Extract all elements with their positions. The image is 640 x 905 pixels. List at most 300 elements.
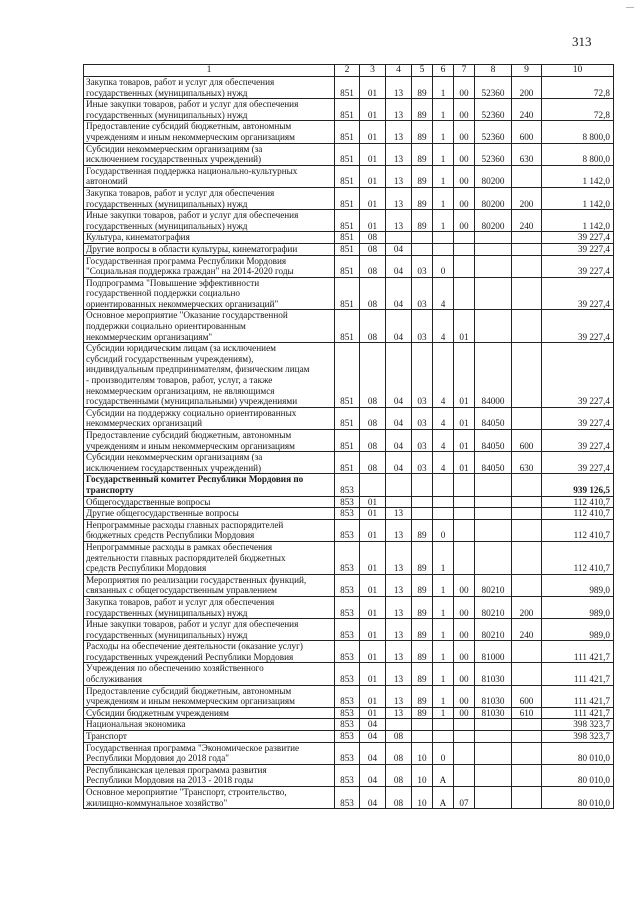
code-cell: 853 xyxy=(335,742,360,764)
amount-cell: 1 142,0 xyxy=(542,210,614,232)
code-cell xyxy=(433,731,454,743)
code-cell xyxy=(412,232,433,244)
code-cell: 01 xyxy=(454,407,475,429)
code-cell xyxy=(475,541,512,574)
code-cell xyxy=(454,232,475,244)
row-name xyxy=(84,77,335,99)
row-name xyxy=(84,519,335,541)
row-name xyxy=(84,243,335,255)
amount-cell: 112 410,7 xyxy=(542,508,614,520)
row-name-line: Закупка товаров, работ и услуг для обеспечения xyxy=(86,596,275,607)
row-name-line: средств Республики Мордовия xyxy=(86,563,207,574)
code-cell: 89 xyxy=(412,165,433,187)
code-cell: 853 xyxy=(335,685,360,707)
row-name xyxy=(84,764,335,786)
code-cell: 853 xyxy=(335,663,360,685)
row-name-line: Закупка товаров, работ и услуг для обеспечения xyxy=(86,187,275,198)
row-name-line: исключением государственных учреждений) xyxy=(86,462,262,473)
table-row xyxy=(84,574,614,596)
code-cell xyxy=(512,574,542,596)
code-cell: 851 xyxy=(335,165,360,187)
code-cell xyxy=(475,474,512,496)
code-cell: 81030 xyxy=(475,685,512,707)
code-cell: 04 xyxy=(386,255,412,277)
code-cell: 04 xyxy=(386,243,412,255)
code-cell: 851 xyxy=(335,121,360,143)
code-cell xyxy=(475,719,512,731)
code-cell: 851 xyxy=(335,255,360,277)
code-cell: 13 xyxy=(386,210,412,232)
row-name-line: автономий xyxy=(86,176,128,187)
code-cell xyxy=(512,508,542,520)
code-cell: 0 xyxy=(433,255,454,277)
page-number: 313 xyxy=(572,34,592,49)
code-cell: 89 xyxy=(412,210,433,232)
code-cell xyxy=(475,519,512,541)
code-cell xyxy=(512,310,542,343)
row-name-line: Республики Мордовия до 2018 года" xyxy=(86,753,230,764)
amount-cell: 112 410,7 xyxy=(542,541,614,574)
code-cell: 04 xyxy=(386,343,412,408)
code-cell: 08 xyxy=(386,731,412,743)
table-row xyxy=(84,619,614,641)
table-row xyxy=(84,121,614,143)
code-cell: 853 xyxy=(335,764,360,786)
col-header: 5 xyxy=(412,65,433,77)
code-cell: 853 xyxy=(335,596,360,618)
code-cell: 851 xyxy=(335,452,360,474)
code-cell: 4 xyxy=(433,407,454,429)
table-row xyxy=(84,165,614,187)
col-header: 4 xyxy=(386,65,412,77)
amount-cell: 1 142,0 xyxy=(542,187,614,209)
table-row xyxy=(84,343,614,408)
code-cell xyxy=(512,165,542,187)
code-cell: 04 xyxy=(386,310,412,343)
code-cell: 1 xyxy=(433,641,454,663)
budget-table xyxy=(83,64,614,809)
code-cell: 13 xyxy=(386,541,412,574)
row-name xyxy=(84,574,335,596)
code-cell xyxy=(475,277,512,310)
code-cell: 04 xyxy=(360,742,386,764)
code-cell: 4 xyxy=(433,430,454,452)
code-cell: 01 xyxy=(454,310,475,343)
code-cell: А xyxy=(433,764,454,786)
code-cell: 851 xyxy=(335,343,360,408)
code-cell: 08 xyxy=(360,232,386,244)
row-name xyxy=(84,663,335,685)
code-cell xyxy=(433,474,454,496)
code-cell: 04 xyxy=(386,430,412,452)
row-name xyxy=(84,277,335,310)
row-name xyxy=(84,496,335,508)
code-cell: 03 xyxy=(412,343,433,408)
code-cell: 08 xyxy=(386,764,412,786)
row-name-line: Субсидии на поддержку социально ориентированных xyxy=(86,407,297,418)
row-name xyxy=(84,742,335,764)
amount-cell: 80 010,0 xyxy=(542,742,614,764)
row-name-line: Субсидии юридическим лицам (за исключением xyxy=(86,343,276,354)
code-cell xyxy=(512,519,542,541)
amount-cell: 80 010,0 xyxy=(542,764,614,786)
code-cell: 00 xyxy=(454,574,475,596)
code-cell: 01 xyxy=(360,707,386,719)
code-cell xyxy=(512,731,542,743)
code-cell xyxy=(454,742,475,764)
code-cell: 80200 xyxy=(475,210,512,232)
row-name xyxy=(84,474,335,496)
code-cell: 13 xyxy=(386,596,412,618)
code-cell: 89 xyxy=(412,707,433,719)
code-cell: 853 xyxy=(335,619,360,641)
row-name-line: государственными (муниципальными) учреждениями xyxy=(86,396,298,407)
row-name xyxy=(84,143,335,165)
code-cell xyxy=(475,232,512,244)
code-cell: 84000 xyxy=(475,343,512,408)
row-name xyxy=(84,685,335,707)
code-cell: 04 xyxy=(386,277,412,310)
code-cell: 89 xyxy=(412,99,433,121)
code-cell: 0 xyxy=(433,742,454,764)
row-name-line: обслуживания xyxy=(86,674,143,685)
row-name-line: субсидий государственным учреждениям), xyxy=(86,353,254,364)
amount-cell: 989,0 xyxy=(542,619,614,641)
table-row xyxy=(84,685,614,707)
code-cell: 13 xyxy=(386,574,412,596)
code-cell: 01 xyxy=(360,210,386,232)
code-cell: 1 xyxy=(433,541,454,574)
code-cell: 851 xyxy=(335,99,360,121)
amount-cell: 112 410,7 xyxy=(542,519,614,541)
table-row xyxy=(84,310,614,343)
code-cell xyxy=(412,474,433,496)
code-cell: 08 xyxy=(386,787,412,809)
table-row xyxy=(84,596,614,618)
code-cell: 4 xyxy=(433,310,454,343)
row-name-line: государственных (муниципальных) нужд xyxy=(86,220,248,231)
code-cell xyxy=(386,719,412,731)
code-cell: 01 xyxy=(360,508,386,520)
code-cell: 1 xyxy=(433,685,454,707)
code-cell: 240 xyxy=(512,210,542,232)
code-cell xyxy=(386,496,412,508)
row-name-line: деятельности главных распорядителей бюджетных xyxy=(86,552,286,563)
code-cell xyxy=(454,474,475,496)
code-cell: 851 xyxy=(335,430,360,452)
row-name xyxy=(84,596,335,618)
row-name xyxy=(84,99,335,121)
code-cell: 04 xyxy=(360,719,386,731)
code-cell: 03 xyxy=(412,452,433,474)
row-name-line: некоммерческим организациям, не являющимся xyxy=(86,385,275,396)
code-cell: 01 xyxy=(454,430,475,452)
code-cell xyxy=(412,719,433,731)
code-cell: 13 xyxy=(386,187,412,209)
col-header: 7 xyxy=(454,65,475,77)
code-cell: 610 xyxy=(512,707,542,719)
code-cell: 01 xyxy=(360,143,386,165)
amount-cell: 939 126,5 xyxy=(542,474,614,496)
code-cell: 81000 xyxy=(475,641,512,663)
code-cell xyxy=(475,310,512,343)
code-cell: 1 xyxy=(433,187,454,209)
code-cell: 4 xyxy=(433,277,454,310)
code-cell xyxy=(412,243,433,255)
row-name-line: бюджетных средств Республики Мордовия xyxy=(86,530,255,541)
row-name xyxy=(84,310,335,343)
row-name xyxy=(84,541,335,574)
amount-cell: 39 227,4 xyxy=(542,232,614,244)
code-cell: 851 xyxy=(335,210,360,232)
code-cell: 00 xyxy=(454,99,475,121)
code-cell: 89 xyxy=(412,685,433,707)
code-cell: 13 xyxy=(386,121,412,143)
code-cell: 1 xyxy=(433,596,454,618)
code-cell xyxy=(412,731,433,743)
code-cell: 01 xyxy=(360,541,386,574)
code-cell: 853 xyxy=(335,707,360,719)
code-cell: 84050 xyxy=(475,407,512,429)
row-name-line: ориентированных некоммерческих организаций" xyxy=(86,298,279,309)
row-name-line: государственных (муниципальных) нужд xyxy=(86,629,248,640)
code-cell: А xyxy=(433,787,454,809)
code-cell xyxy=(475,742,512,764)
row-name-line: Общегосударственные вопросы xyxy=(86,496,211,507)
code-cell: 08 xyxy=(360,407,386,429)
code-cell: 13 xyxy=(386,641,412,663)
row-name-line: Государственная программа Республики Мордовия xyxy=(86,255,287,266)
code-cell: 08 xyxy=(360,310,386,343)
row-name-line: Другие вопросы в области культуры, кинематографии xyxy=(86,243,298,254)
row-name-line: Подпрограмма "Повышение эффективности xyxy=(86,277,260,288)
code-cell: 200 xyxy=(512,187,542,209)
code-cell: 853 xyxy=(335,641,360,663)
row-name-line: транспорту xyxy=(86,484,134,495)
code-cell: 00 xyxy=(454,685,475,707)
row-name-line: Государственная программа "Экономическое развитие xyxy=(86,742,300,753)
code-cell: 03 xyxy=(412,407,433,429)
code-cell: 52360 xyxy=(475,121,512,143)
code-cell: 01 xyxy=(454,343,475,408)
row-name-line: Государственный комитет Республики Мордовия по xyxy=(86,474,304,485)
code-cell: 07 xyxy=(454,787,475,809)
row-name xyxy=(84,232,335,244)
code-cell xyxy=(512,407,542,429)
row-name xyxy=(84,619,335,641)
code-cell xyxy=(433,243,454,255)
amount-cell: 39 227,4 xyxy=(542,310,614,343)
row-name-line: учреждениям и иным некоммерческим организациям xyxy=(86,696,295,707)
code-cell: 00 xyxy=(454,165,475,187)
code-cell: 01 xyxy=(360,77,386,99)
table-row xyxy=(84,99,614,121)
code-cell xyxy=(475,731,512,743)
row-name-line: Мероприятия по реализации государственных функций, xyxy=(86,574,307,585)
code-cell: 200 xyxy=(512,77,542,99)
code-cell: 853 xyxy=(335,474,360,496)
code-cell: 600 xyxy=(512,430,542,452)
code-cell xyxy=(512,232,542,244)
code-cell: 81030 xyxy=(475,707,512,719)
amount-cell: 72,8 xyxy=(542,99,614,121)
code-cell: 00 xyxy=(454,663,475,685)
row-name-line: государственных (муниципальных) нужд xyxy=(86,109,248,120)
code-cell: 853 xyxy=(335,519,360,541)
row-name-line: - производителям товаров, работ, услуг, а также xyxy=(86,375,273,386)
code-cell: 01 xyxy=(360,187,386,209)
code-cell: 13 xyxy=(386,663,412,685)
row-name xyxy=(84,210,335,232)
amount-cell: 80 010,0 xyxy=(542,787,614,809)
row-name xyxy=(84,731,335,743)
row-name xyxy=(84,165,335,187)
code-cell: 89 xyxy=(412,143,433,165)
amount-cell: 8 800,0 xyxy=(542,121,614,143)
code-cell: 03 xyxy=(412,277,433,310)
code-cell: 89 xyxy=(412,574,433,596)
table-row xyxy=(84,787,614,809)
amount-cell: 112 410,7 xyxy=(542,496,614,508)
row-name-line: Субсидии некоммерческим организациям (за xyxy=(86,143,263,154)
code-cell xyxy=(454,508,475,520)
code-cell: 00 xyxy=(454,210,475,232)
row-name-line: Предоставление субсидий бюджетным, автономным xyxy=(86,430,292,440)
code-cell xyxy=(412,496,433,508)
row-name-line: государственных (муниципальных) нужд xyxy=(86,198,248,209)
table-row xyxy=(84,187,614,209)
table-row xyxy=(84,719,614,731)
code-cell: 600 xyxy=(512,685,542,707)
col-header: 6 xyxy=(433,65,454,77)
corner-mark: — xyxy=(626,2,634,11)
code-cell: 08 xyxy=(386,742,412,764)
code-cell: 00 xyxy=(454,77,475,99)
code-cell xyxy=(512,719,542,731)
code-cell: 1 xyxy=(433,121,454,143)
code-cell: 853 xyxy=(335,787,360,809)
row-name-line: индивидуальным предпринимателям, физическим лицам xyxy=(86,364,310,375)
table-row xyxy=(84,641,614,663)
row-name-line: Культура, кинематография xyxy=(86,232,190,243)
code-cell: 80200 xyxy=(475,187,512,209)
code-cell: 1 xyxy=(433,707,454,719)
code-cell: 00 xyxy=(454,619,475,641)
code-cell: 08 xyxy=(360,343,386,408)
amount-cell: 39 227,4 xyxy=(542,343,614,408)
code-cell: 1 xyxy=(433,143,454,165)
col-header: 3 xyxy=(360,65,386,77)
code-cell: 01 xyxy=(360,519,386,541)
table-row xyxy=(84,742,614,764)
code-cell: 851 xyxy=(335,232,360,244)
row-name-line: Республики Мордовия на 2013 - 2018 годы xyxy=(86,775,254,786)
row-name xyxy=(84,452,335,474)
code-cell: 89 xyxy=(412,663,433,685)
code-cell: 89 xyxy=(412,596,433,618)
amount-cell: 111 421,7 xyxy=(542,663,614,685)
code-cell xyxy=(360,474,386,496)
table-row xyxy=(84,452,614,474)
row-name xyxy=(84,641,335,663)
table-body xyxy=(84,77,614,809)
code-cell: 853 xyxy=(335,496,360,508)
row-name-line: Субсидии бюджетным учреждениям xyxy=(86,707,229,718)
row-name xyxy=(84,255,335,277)
row-name-line: Субсидии некоммерческим организациям (за xyxy=(86,452,263,463)
code-cell: 853 xyxy=(335,731,360,743)
code-cell: 00 xyxy=(454,641,475,663)
code-cell: 240 xyxy=(512,619,542,641)
amount-cell: 39 227,4 xyxy=(542,452,614,474)
amount-cell: 39 227,4 xyxy=(542,243,614,255)
code-cell: 03 xyxy=(412,310,433,343)
code-cell xyxy=(454,731,475,743)
code-cell: 80210 xyxy=(475,596,512,618)
code-cell xyxy=(512,474,542,496)
header-row xyxy=(84,65,614,77)
code-cell: 03 xyxy=(412,255,433,277)
row-name-line: жилищно-коммунальное хозяйство" xyxy=(86,797,228,808)
code-cell: 13 xyxy=(386,143,412,165)
amount-cell: 39 227,4 xyxy=(542,277,614,310)
code-cell: 1 xyxy=(433,663,454,685)
code-cell: 00 xyxy=(454,187,475,209)
table-row xyxy=(84,255,614,277)
code-cell xyxy=(475,764,512,786)
code-cell: 89 xyxy=(412,541,433,574)
code-cell: 03 xyxy=(412,430,433,452)
code-cell xyxy=(512,255,542,277)
code-cell xyxy=(454,255,475,277)
code-cell: 89 xyxy=(412,77,433,99)
code-cell: 853 xyxy=(335,508,360,520)
row-name-line: государственных (муниципальных) нужд xyxy=(86,87,248,98)
code-cell xyxy=(454,243,475,255)
row-name-line: Республиканская целевая программа развития xyxy=(86,764,267,775)
code-cell: 08 xyxy=(360,255,386,277)
row-name-line: некоммерческим организациям" xyxy=(86,331,213,342)
code-cell: 81030 xyxy=(475,663,512,685)
row-name xyxy=(84,343,335,408)
col-header: 1 xyxy=(84,65,335,77)
code-cell xyxy=(454,519,475,541)
row-name-line: Учреждения по обеспечению хозяйственного xyxy=(86,663,264,674)
row-name-line: Иные закупки товаров, работ и услуг для обеспечения xyxy=(86,210,299,221)
table-row xyxy=(84,496,614,508)
table-row xyxy=(84,430,614,452)
col-header: 10 xyxy=(542,65,614,77)
code-cell xyxy=(475,255,512,277)
row-name xyxy=(84,187,335,209)
code-cell: 1 xyxy=(433,99,454,121)
amount-cell: 111 421,7 xyxy=(542,685,614,707)
table-row xyxy=(84,77,614,99)
code-cell: 851 xyxy=(335,407,360,429)
code-cell xyxy=(475,787,512,809)
code-cell: 08 xyxy=(360,277,386,310)
code-cell: 00 xyxy=(454,121,475,143)
code-cell: 04 xyxy=(360,787,386,809)
table-row xyxy=(84,243,614,255)
code-cell: 13 xyxy=(386,685,412,707)
code-cell xyxy=(412,508,433,520)
row-name xyxy=(84,407,335,429)
code-cell xyxy=(512,496,542,508)
code-cell xyxy=(512,243,542,255)
amount-cell: 39 227,4 xyxy=(542,407,614,429)
table-row xyxy=(84,707,614,719)
